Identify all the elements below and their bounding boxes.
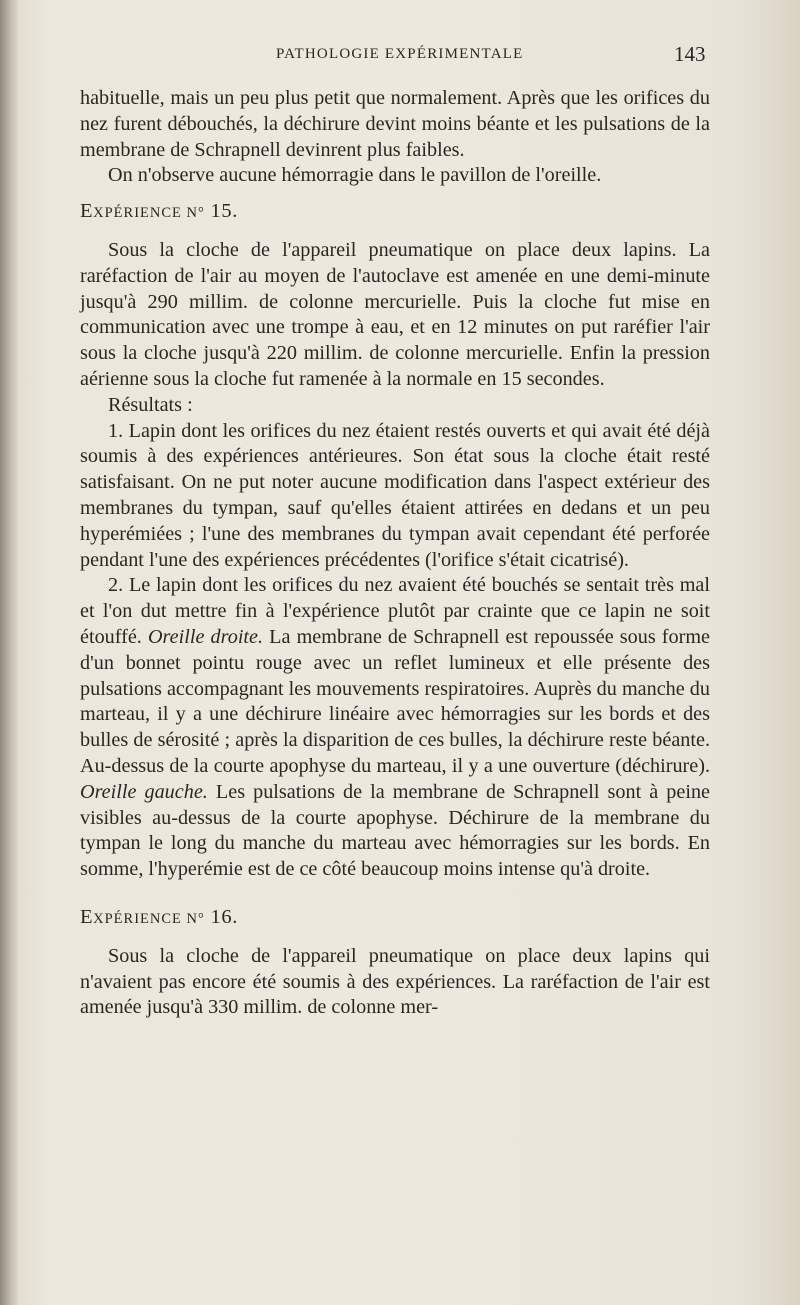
- paragraph-setup-15: Sous la cloche de l'appareil pneumatique on place deux lapins. La raréfaction de l'air au moyen de l'autoclave est amenée en une demi-minute jusqu'à 290 millim. de colonne mercurielle. Puis la cloche fut mise en communication avec une trompe à eau, et en 12 minutes on put raréfier l'air sous la cloche jusqu'à 220 millim. de colonne mercurielle. Enfin la pression aérienne sous la cloche fut ramenée à la normale en 15 secondes.: [80, 238, 710, 390]
- paragraph-result-2: [80, 573, 710, 883]
- result-2-part-b: La membrane de Schrapnell est repoussée sous forme d'un bonnet pointu rouge avec un reflet lumineux et elle présente des pulsations accompagnant les mouvements respiratoires. Auprès du manche du marteau, il y a une déchirure linéaire avec hémorragies sur les bords et des bulles de sérosité ; après la disparition de ces bulles, la déchirure reste béante. Au-dessus de la courte apophyse du marteau, il y a une ouverture (déchirure).: [80, 625, 711, 777]
- page-number: 143: [674, 42, 706, 66]
- oreille-droite-italic: Oreille droite.: [147, 625, 264, 648]
- heading-16-initial: E: [80, 905, 94, 928]
- paragraph-result-1: 1. Lapin dont les orifices du nez étaient restés ouverts et qui avait été déjà soumis à des expériences antérieures. Son état sous la cloche était resté satisfaisant. On ne put noter aucune modification dans l'aspect extérieur des membranes du tympan, sauf qu'elles étaient attirées en dedans et un peu hyperémiées ; l'une des membranes du tympan avait cependant été perforée pendant l'une des expériences précédentes (l'orifice s'était cicatrisé).: [80, 419, 710, 571]
- page-body: [80, 86, 710, 1021]
- heading-15-smallcaps: XPÉRIENCE N°: [93, 205, 205, 222]
- paragraph-continuation: habituelle, mais un peu plus petit que normalement. Après que les orifices du nez furent débouchés, la déchirure devint moins béante et les pulsations de la membrane de Schrapnell devinrent plus faibles.: [80, 87, 710, 161]
- paragraph-setup-16: Sous la cloche de l'appareil pneumatique on place deux lapins qui n'avaient pas encore été soumis à des expériences. La raréfaction de l'air est amenée jusqu'à 330 millim. de colonne mer-: [80, 944, 710, 1019]
- heading-experience-15: [80, 199, 710, 227]
- paragraph-observation: On n'observe aucune hémorragie dans le pavillon de l'oreille.: [108, 164, 602, 187]
- heading-16-number: 16.: [204, 905, 238, 928]
- paragraph-results-label: Résultats :: [108, 393, 193, 416]
- heading-15-number: 15.: [204, 200, 238, 223]
- heading-15-initial: E: [80, 200, 94, 223]
- heading-experience-16: [80, 905, 710, 933]
- result-2-part-a: 2. Le lapin dont les orifices du nez avaient été bouchés se sentait très mal et l'on dut mettre fin à l'expérience plutôt par crainte que ce lapin ne soit étouffé.: [80, 574, 710, 648]
- oreille-gauche-italic: Oreille gauche.: [80, 780, 208, 803]
- heading-16-smallcaps: XPÉRIENCE N°: [93, 910, 205, 927]
- page-header: [0, 42, 800, 72]
- page-binding-edge: [0, 0, 18, 1305]
- running-head: PATHOLOGIE EXPÉRIMENTALE: [276, 46, 524, 62]
- result-2-part-c: Les pulsations de la membrane de Schrapnell sont à peine visibles au-dessus de la courte apophyse. Déchirure de la membrane du tympan le long du manche du marteau avec hémorragies sur les bords. En somme, l'hyperémie est de ce côté beaucoup moins intense qu'à droite.: [80, 780, 710, 881]
